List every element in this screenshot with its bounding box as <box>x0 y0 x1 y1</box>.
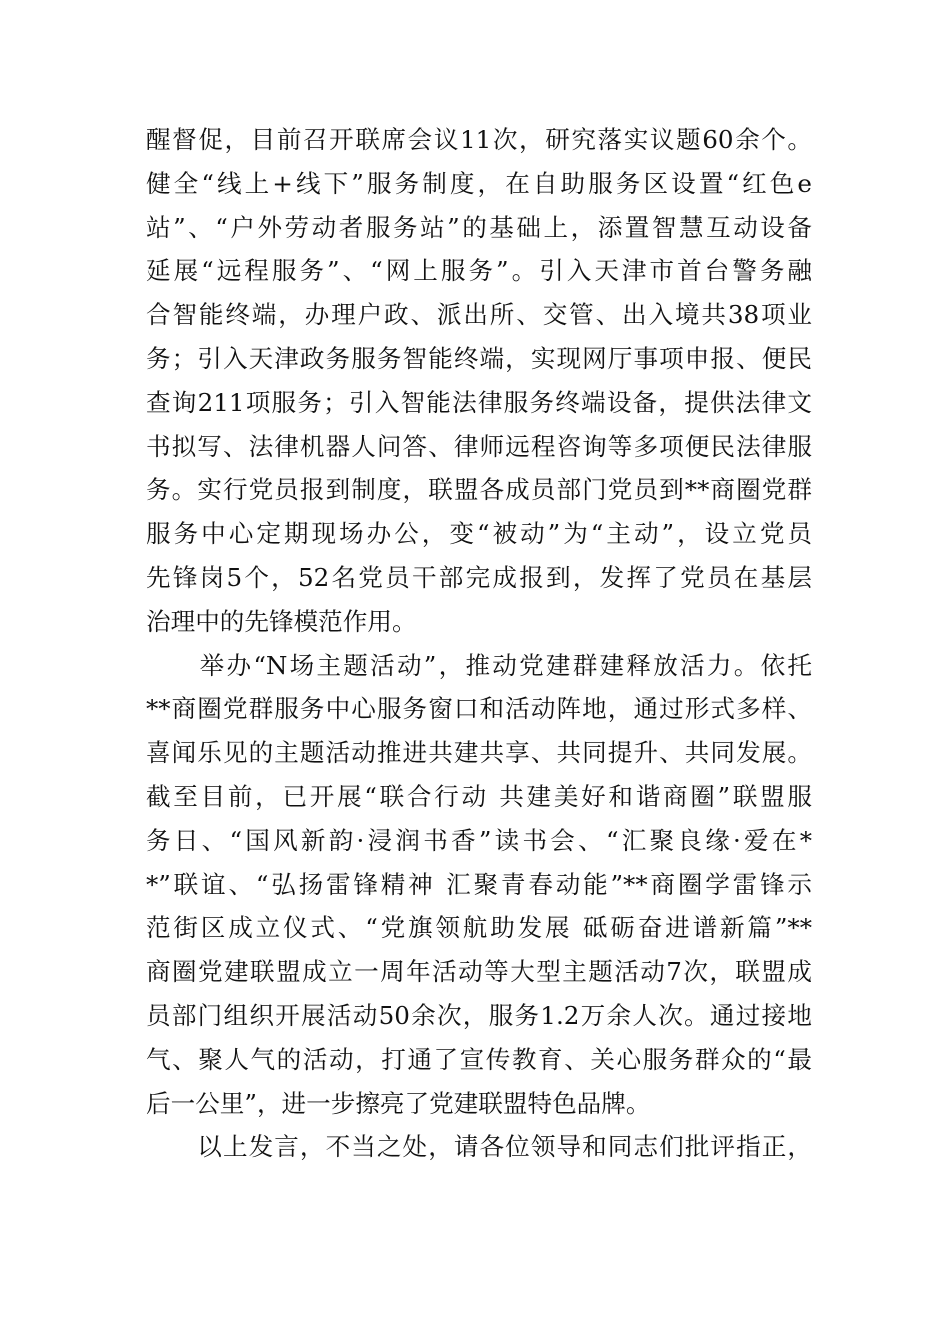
text-line: 站”、“户外劳动者服务站”的基础上，添置智慧互动设备 <box>146 212 812 242</box>
document-body <box>146 118 812 1169</box>
text-line: 气、聚人气的活动，打通了宣传教育、关心服务群众的“最 <box>146 1044 812 1074</box>
text-line: 醒督促，目前召开联席会议11次，研究落实议题60余个。 <box>146 125 812 154</box>
text-line: 以上发言，不当之处，请各位领导和同志们批评指正， <box>146 1132 812 1162</box>
text-line: 先锋岗5个，52名党员干部完成报到，发挥了党员在基层 <box>146 562 812 592</box>
text-line: 务；引入天津政务服务智能终端，实现网厅事项申报、便民 <box>146 343 812 373</box>
text-line: 商圈党建联盟成立一周年活动等大型主题活动7次，联盟成 <box>146 957 812 987</box>
text-line: 喜闻乐见的主题活动推进共建共享、共同提升、共同发展。 <box>146 738 812 768</box>
text-line: 查询211项服务；引入智能法律服务终端设备，提供法律文 <box>146 387 812 417</box>
text-line: 治理中的先锋模范作用。 <box>146 606 417 636</box>
text-line: 范街区成立仪式、“党旗领航助发展 砥砺奋进谱新篇”** <box>146 913 812 943</box>
text-line: 举办“N场主题活动”，推动党建群建释放活力。依托 <box>146 650 812 680</box>
text-line: 截至目前，已开展“联合行动 共建美好和谐商圈”联盟服 <box>146 781 812 811</box>
text-line: 务。实行党员报到制度，联盟各成员部门党员到**商圈党群 <box>146 475 812 505</box>
text-line: 健全“线上+线下”服务制度，在自助服务区设置“红色e <box>146 168 812 198</box>
text-line: 后一公里”，进一步擦亮了党建联盟特色品牌。 <box>146 1088 651 1118</box>
text-line: 服务中心定期现场办公，变“被动”为“主动”，设立党员 <box>146 519 812 549</box>
text-line: **商圈党群服务中心服务窗口和活动阵地，通过形式多样、 <box>146 694 812 724</box>
text-line: 务日、“国风新韵·浸润书香”读书会、“汇聚良缘·爱在* <box>146 825 812 855</box>
text-line: 合智能终端，办理户政、派出所、交管、出入境共38项业 <box>146 300 812 330</box>
text-line: *”联谊、“弘扬雷锋精神 汇聚青春动能”**商圈学雷锋示 <box>146 869 812 899</box>
text-line: 员部门组织开展活动50余次，服务1.2万余人次。通过接地 <box>146 1000 812 1030</box>
text-line: 书拟写、法律机器人问答、律师远程咨询等多项便民法律服 <box>146 431 812 461</box>
text-line: 延展“远程服务”、“网上服务”。引入天津市首台警务融 <box>146 256 812 286</box>
